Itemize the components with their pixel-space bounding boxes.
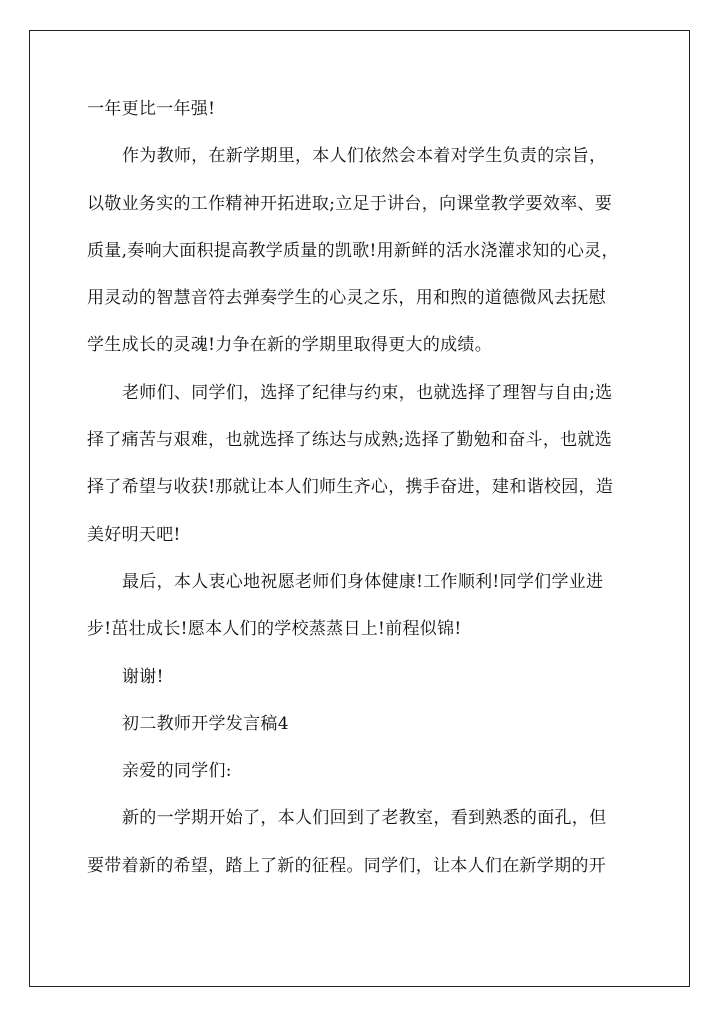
paragraph-start-line: 老师们、同学们，选择了纪律与约束，也就选择了理智与自由;选 xyxy=(122,382,613,403)
document-body xyxy=(87,94,635,898)
text-line: 一年更比一年强! xyxy=(87,99,216,119)
text-line: 美好明天吧! xyxy=(87,524,181,545)
text-line: 用灵动的智慧音符去弹奏学生的心灵之乐，用和煦的道德微风去抚慰 xyxy=(87,288,606,309)
thanks-line: 谢谢! xyxy=(122,666,164,687)
text-line: 择了痛苦与艰难，也就选择了练达与成熟;选择了勤勉和奋斗，也就选 xyxy=(87,430,613,451)
paragraph-start-line: 作为教师，在新学期里，本人们依然会本着对学生负责的宗旨， xyxy=(122,146,607,167)
text-line: 择了希望与收获!那就让本人们师生齐心，携手奋进，建和谐校园，造 xyxy=(87,477,614,498)
paragraph-start-line: 最后，本人衷心地祝愿老师们身体健康!工作顺利!同学们学业进 xyxy=(122,571,604,592)
paragraph-start-line: 新的一学期开始了，本人们回到了老教室，看到熟悉的面孔，但 xyxy=(122,808,607,829)
text-line: 学生成长的灵魂!力争在新的学期里取得更大的成绩。 xyxy=(87,335,493,356)
salutation-line: 亲爱的同学们: xyxy=(122,761,232,782)
text-line: 质量,奏响大面积提高教学质量的凯歌!用新鲜的活水浇灌求知的心灵， xyxy=(87,240,619,261)
text-line: 步!茁壮成长!愿本人们的学校蒸蒸日上!前程似锦! xyxy=(87,619,462,640)
text-line: 要带着新的希望，踏上了新的征程。同学们，让本人们在新学期的开 xyxy=(87,855,606,876)
text-line: 以敬业务实的工作精神开拓进取;立足于讲台，向课堂教学要效率、要 xyxy=(87,193,613,214)
section-title: 初二教师开学发言稿4 xyxy=(122,713,289,734)
